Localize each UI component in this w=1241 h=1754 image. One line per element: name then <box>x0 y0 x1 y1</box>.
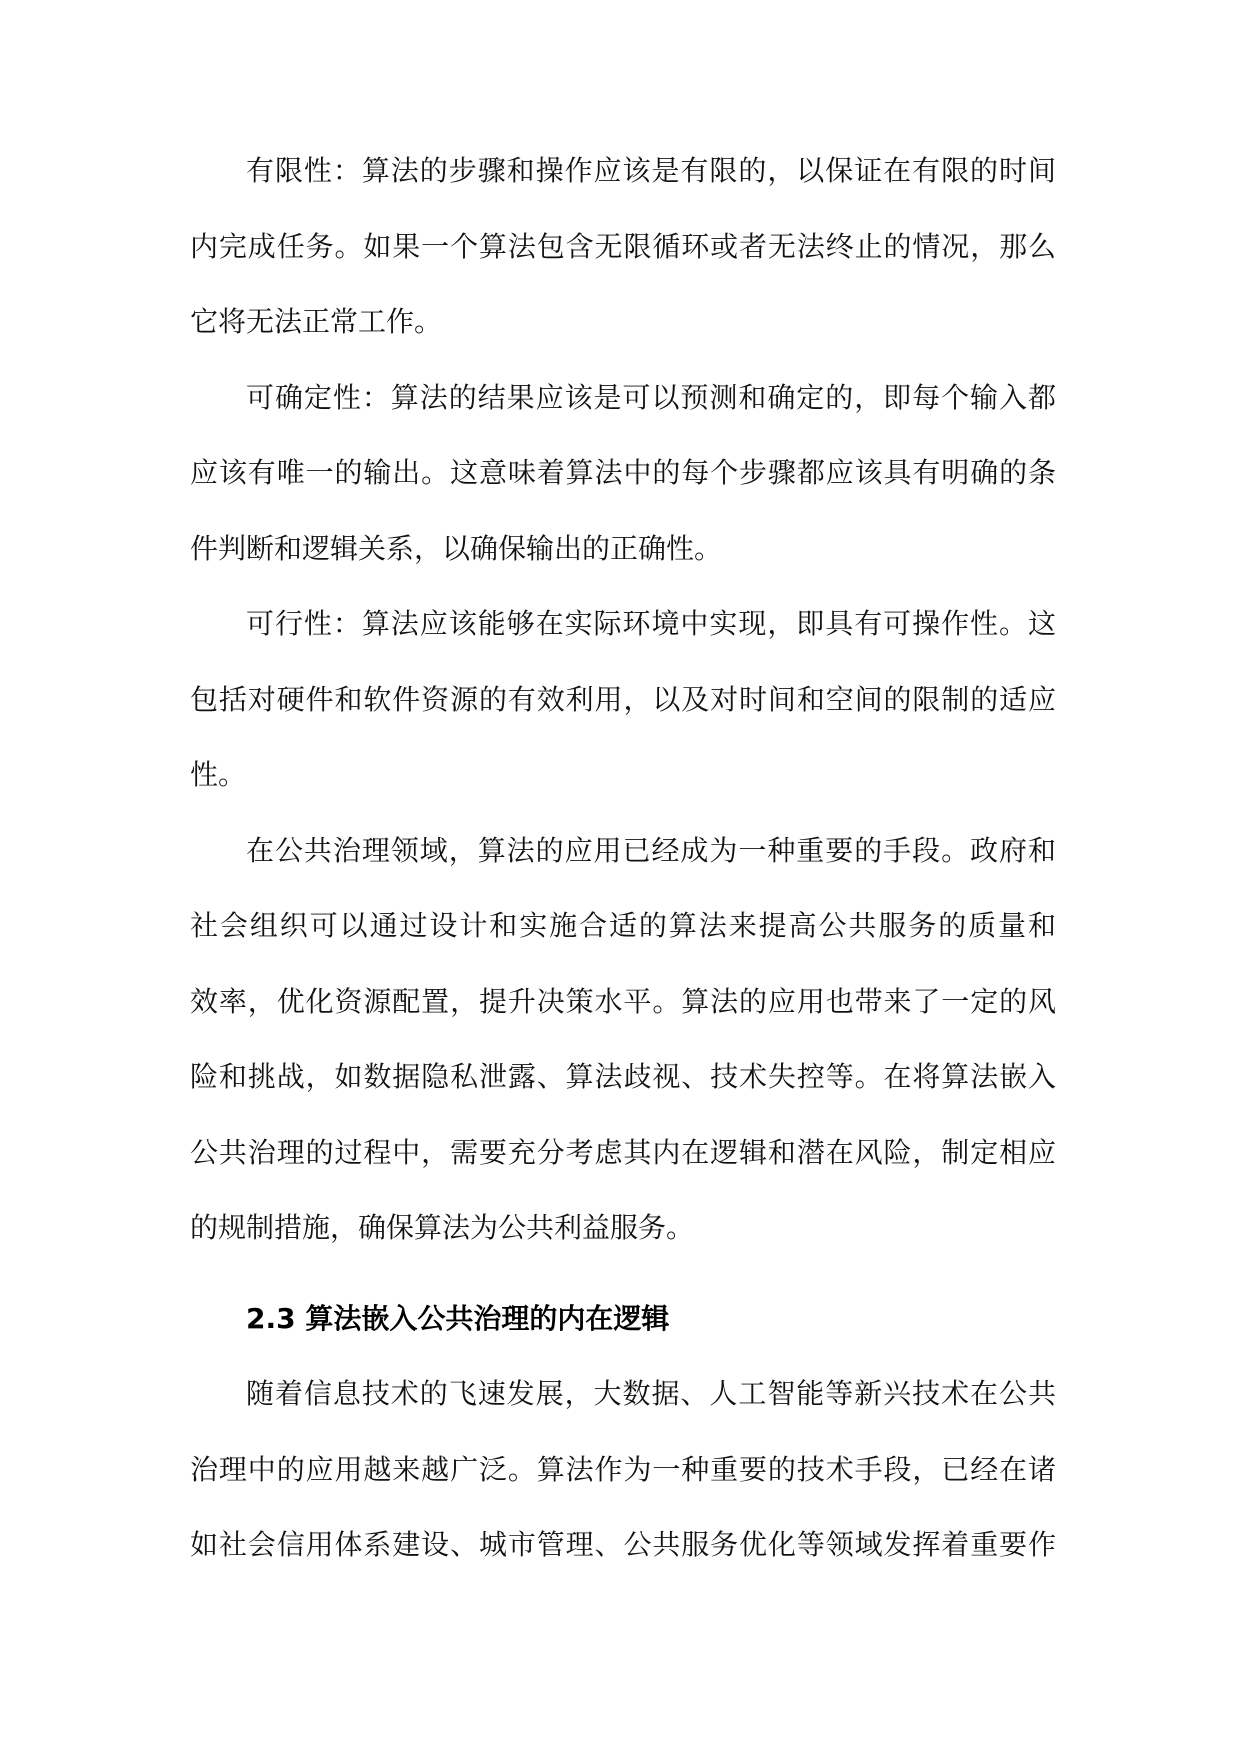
paragraph-line: 应该有唯一的输出。这意味着算法中的每个步骤都应该具有明确的条 <box>190 456 1056 489</box>
paragraph-determinism <box>190 360 1056 587</box>
paragraph-line: 随着信息技术的飞速发展，大数据、人工智能等新兴技术在公共 <box>246 1377 1056 1410</box>
paragraph-line: 效率，优化资源配置，提升决策水平。算法的应用也带来了一定的风 <box>190 984 1056 1018</box>
paragraph-line: 在公共治理领域，算法的应用已经成为一种重要的手段。政府和 <box>246 833 1056 867</box>
paragraph-public-governance <box>190 813 1056 1266</box>
paragraph-line: 社会组织可以通过设计和实施合适的算法来提高公共服务的质量和 <box>190 909 1056 942</box>
paragraph-line: 险和挑战，如数据隐私泄露、算法歧视、技术失控等。在将算法嵌入 <box>190 1060 1056 1093</box>
paragraph-feasibility <box>190 586 1056 813</box>
paragraph-line: 包括对硬件和软件资源的有效利用，以及对时间和空间的限制的适应 <box>190 682 1056 716</box>
paragraph-line: 治理中的应用越来越广泛。算法作为一种重要的技术手段，已经在诸 <box>190 1452 1056 1486</box>
section-heading: 2.3 算法嵌入公共治理的内在逻辑 <box>246 1301 670 1335</box>
paragraph-finiteness <box>190 133 1056 360</box>
paragraph-line: 的规制措施，确保算法为公共利益服务。 <box>190 1211 695 1244</box>
paragraph-line: 可确定性：算法的结果应该是可以预测和确定的，即每个输入都 <box>246 380 1056 414</box>
paragraph-line: 如社会信用体系建设、城市管理、公共服务优化等领域发挥着重要作 <box>190 1528 1056 1561</box>
paragraph-line: 内完成任务。如果一个算法包含无限循环或者无法终止的情况，那么 <box>190 229 1056 263</box>
paragraph-line: 有限性：算法的步骤和操作应该是有限的，以保证在有限的时间 <box>246 154 1056 187</box>
paragraph-line: 性。 <box>190 758 247 791</box>
paragraph-line: 件判断和逻辑关系，以确保输出的正确性。 <box>190 531 723 565</box>
paragraph-line: 它将无法正常工作。 <box>190 305 443 338</box>
section-paragraph <box>190 1356 1056 1583</box>
section-spacer <box>190 1266 1056 1281</box>
paragraph-line: 可行性：算法应该能够在实际环境中实现，即具有可操作性。这 <box>246 607 1056 640</box>
document-body <box>190 133 1056 1583</box>
paragraph-line: 公共治理的过程中，需要充分考虑其内在逻辑和潜在风险，制定相应 <box>190 1135 1056 1169</box>
